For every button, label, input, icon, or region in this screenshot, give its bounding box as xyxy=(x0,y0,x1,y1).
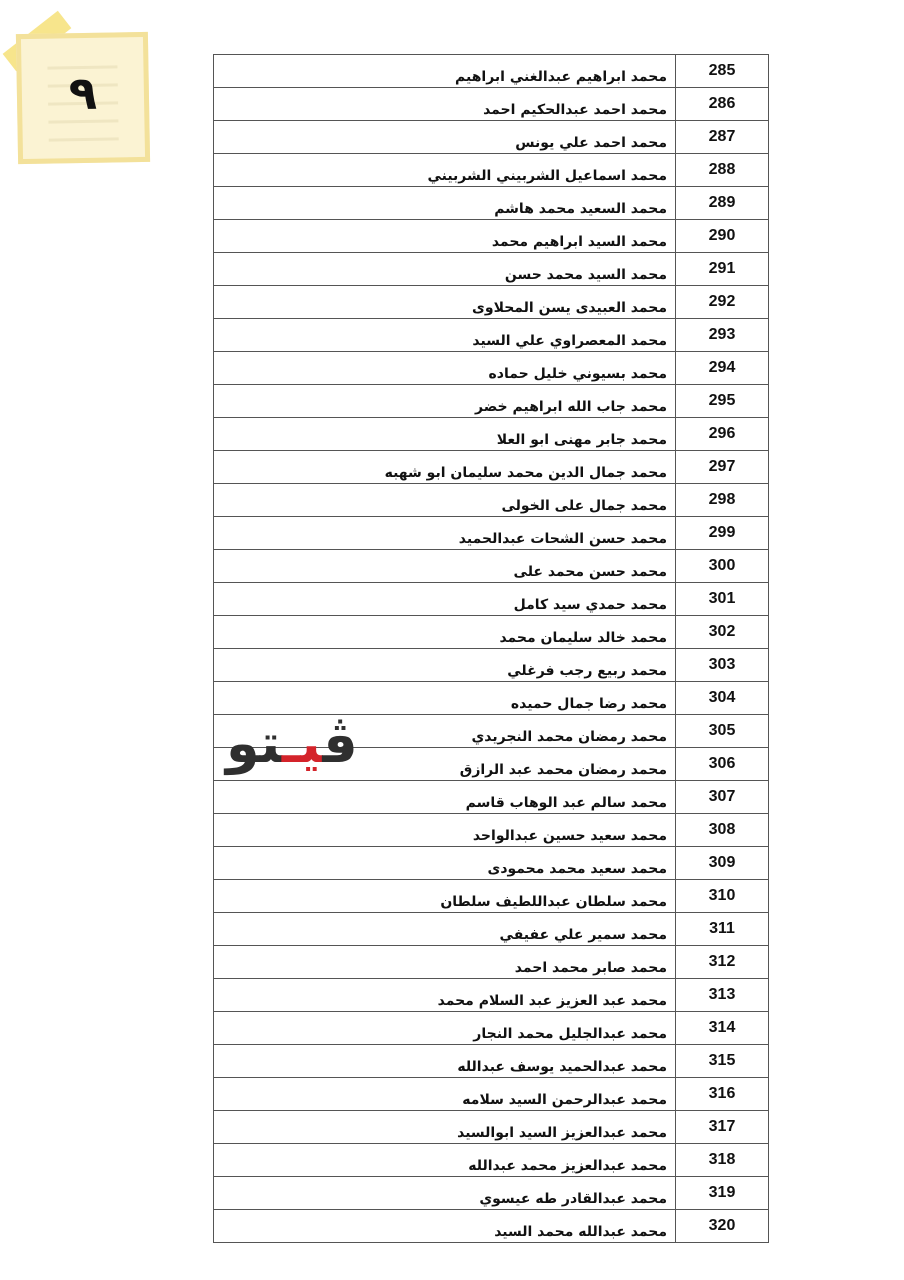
row-name: محمد احمد علي يونس xyxy=(214,121,676,154)
row-name: محمد خالد سليمان محمد xyxy=(214,616,676,649)
note-line xyxy=(49,137,119,141)
row-number: 285 xyxy=(676,55,769,88)
row-name: محمد عبدالقادر طه عيسوي xyxy=(214,1177,676,1210)
row-number: 305 xyxy=(676,715,769,748)
table-row xyxy=(214,352,769,385)
row-number: 302 xyxy=(676,616,769,649)
row-name: محمد ربيع رجب فرغلي xyxy=(214,649,676,682)
table-row xyxy=(214,1210,769,1243)
row-number: 319 xyxy=(676,1177,769,1210)
row-name: محمد سالم عبد الوهاب قاسم xyxy=(214,781,676,814)
row-name: محمد رمضان محمد عبد الرازق xyxy=(214,748,676,781)
row-name: محمد السيد ابراهيم محمد xyxy=(214,220,676,253)
row-name: محمد سعيد محمد محمودى xyxy=(214,847,676,880)
table-row xyxy=(214,484,769,517)
row-number: 293 xyxy=(676,319,769,352)
row-number: 309 xyxy=(676,847,769,880)
table-row xyxy=(214,814,769,847)
table-row xyxy=(214,1111,769,1144)
row-name: محمد عبدالعزيز محمد عبدالله xyxy=(214,1144,676,1177)
row-number: 306 xyxy=(676,748,769,781)
row-name: محمد حسن محمد على xyxy=(214,550,676,583)
table-row xyxy=(214,187,769,220)
table-row xyxy=(214,253,769,286)
table-row xyxy=(214,1012,769,1045)
row-number: 314 xyxy=(676,1012,769,1045)
table-row xyxy=(214,649,769,682)
row-number: 308 xyxy=(676,814,769,847)
row-name: محمد ابراهيم عبدالغني ابراهيم xyxy=(214,55,676,88)
row-name: محمد جابر مهنى ابو العلا xyxy=(214,418,676,451)
row-number: 300 xyxy=(676,550,769,583)
row-number: 310 xyxy=(676,880,769,913)
row-name: محمد صابر محمد احمد xyxy=(214,946,676,979)
row-number: 288 xyxy=(676,154,769,187)
row-name: محمد بسيوني خليل حماده xyxy=(214,352,676,385)
table-row xyxy=(214,286,769,319)
row-number: 296 xyxy=(676,418,769,451)
row-number: 316 xyxy=(676,1078,769,1111)
table-row xyxy=(214,517,769,550)
table-row xyxy=(214,583,769,616)
row-number: 290 xyxy=(676,220,769,253)
table-row xyxy=(214,1078,769,1111)
table-row xyxy=(214,220,769,253)
row-name: محمد العبيدى يسن المحلاوى xyxy=(214,286,676,319)
table-row xyxy=(214,880,769,913)
row-number: 299 xyxy=(676,517,769,550)
page-number: ٩ xyxy=(68,65,98,121)
table-row xyxy=(214,682,769,715)
row-name: محمد سلطان عبداللطيف سلطان xyxy=(214,880,676,913)
names-table xyxy=(213,54,769,1243)
row-number: 303 xyxy=(676,649,769,682)
row-number: 320 xyxy=(676,1210,769,1243)
row-name: محمد عبد العزيز عبد السلام محمد xyxy=(214,979,676,1012)
sticky-note xyxy=(16,32,150,164)
table-row xyxy=(214,847,769,880)
row-number: 311 xyxy=(676,913,769,946)
row-name: محمد حمدي سيد كامل xyxy=(214,583,676,616)
row-number: 304 xyxy=(676,682,769,715)
row-name: محمد سمير علي عفيفي xyxy=(214,913,676,946)
row-name: محمد عبدالجليل محمد النجار xyxy=(214,1012,676,1045)
row-name: محمد رضا جمال حميده xyxy=(214,682,676,715)
row-name: محمد جاب الله ابراهيم خضر xyxy=(214,385,676,418)
row-number: 286 xyxy=(676,88,769,121)
watermark-part-3: تو xyxy=(226,712,282,775)
row-name: محمد عبدالرحمن السيد سلامه xyxy=(214,1078,676,1111)
row-name: محمد احمد عبدالحكيم احمد xyxy=(214,88,676,121)
table-row xyxy=(214,88,769,121)
row-number: 287 xyxy=(676,121,769,154)
row-number: 295 xyxy=(676,385,769,418)
row-name: محمد اسماعيل الشربيني الشربيني xyxy=(214,154,676,187)
row-name: محمد سعيد حسين عبدالواحد xyxy=(214,814,676,847)
row-number: 292 xyxy=(676,286,769,319)
row-name: محمد عبدالعزيز السيد ابوالسيد xyxy=(214,1111,676,1144)
table-row xyxy=(214,121,769,154)
row-name: محمد المعصراوي علي السيد xyxy=(214,319,676,352)
watermark-logo xyxy=(226,712,358,775)
table-row xyxy=(214,1177,769,1210)
row-name: محمد السعيد محمد هاشم xyxy=(214,187,676,220)
watermark-part-1: ڤ xyxy=(322,712,358,775)
table-row xyxy=(214,781,769,814)
table-row xyxy=(214,319,769,352)
row-name: محمد رمضان محمد النجريدي xyxy=(214,715,676,748)
table-row xyxy=(214,616,769,649)
watermark-part-2: يـ xyxy=(281,712,323,775)
row-name: محمد السيد محمد حسن xyxy=(214,253,676,286)
row-number: 291 xyxy=(676,253,769,286)
table-row xyxy=(214,451,769,484)
table-row xyxy=(214,913,769,946)
row-number: 318 xyxy=(676,1144,769,1177)
table-row xyxy=(214,946,769,979)
row-number: 312 xyxy=(676,946,769,979)
table-row xyxy=(214,418,769,451)
table-row xyxy=(214,154,769,187)
names-table-body xyxy=(214,55,769,1243)
table-row xyxy=(214,385,769,418)
row-number: 315 xyxy=(676,1045,769,1078)
row-number: 317 xyxy=(676,1111,769,1144)
table-row xyxy=(214,55,769,88)
row-number: 313 xyxy=(676,979,769,1012)
table-row xyxy=(214,550,769,583)
row-number: 289 xyxy=(676,187,769,220)
row-name: محمد جمال على الخولى xyxy=(214,484,676,517)
row-number: 294 xyxy=(676,352,769,385)
row-name: محمد حسن الشحات عبدالحميد xyxy=(214,517,676,550)
table-row xyxy=(214,979,769,1012)
row-name: محمد عبدالحميد يوسف عبدالله xyxy=(214,1045,676,1078)
row-name: محمد عبدالله محمد السيد xyxy=(214,1210,676,1243)
row-number: 301 xyxy=(676,583,769,616)
table-row xyxy=(214,1045,769,1078)
table-row xyxy=(214,1144,769,1177)
row-number: 307 xyxy=(676,781,769,814)
row-name: محمد جمال الدين محمد سليمان ابو شهبه xyxy=(214,451,676,484)
row-number: 297 xyxy=(676,451,769,484)
row-number: 298 xyxy=(676,484,769,517)
